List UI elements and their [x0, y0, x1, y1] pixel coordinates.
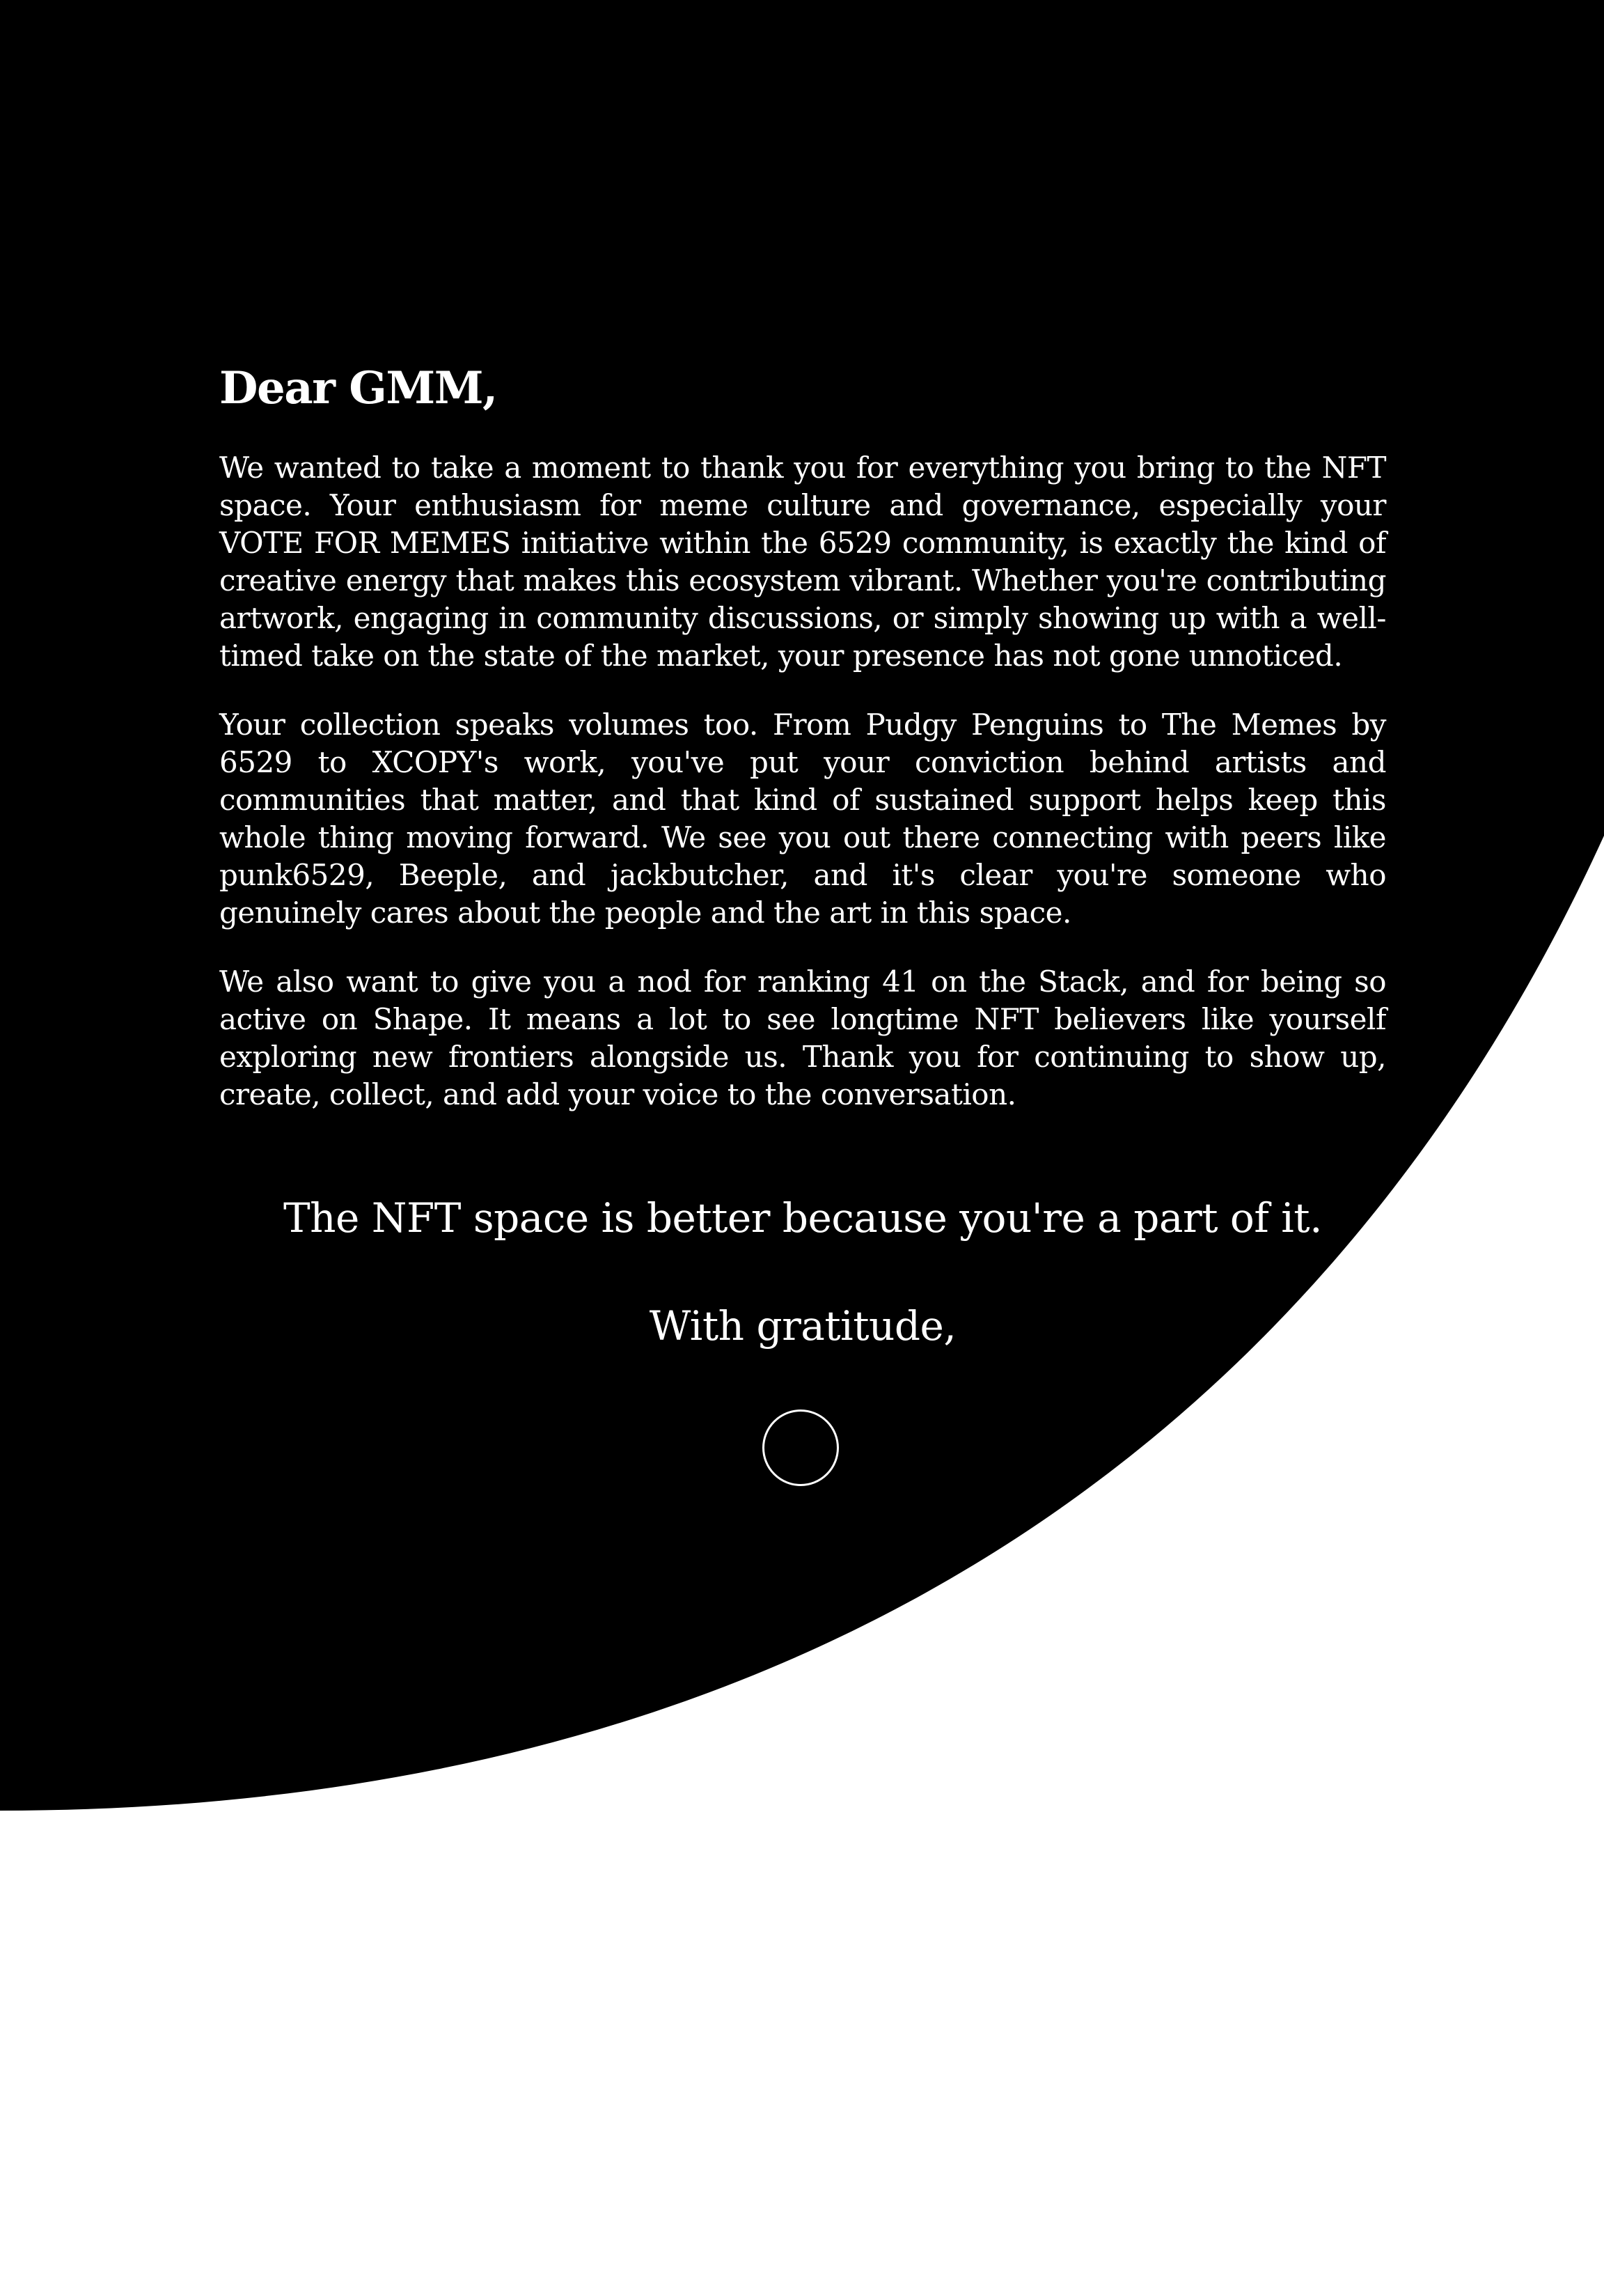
- tagline: The NFT space is better because you're a part of it.: [283, 1194, 1323, 1242]
- paragraph-3: We also want to give you a nod for ranking 41 on the Stack, and for being so active on Shape. It means a lot to see longtime NFT believers like yourself exploring new frontiers alongside us. Thank you for continuing to show up, create, collect, and add your voice to the conversation.: [219, 964, 1386, 1111]
- paragraph-2: Your collection speaks volumes too. From Pudgy Penguins to The Memes by 6529 to XCOPY's work, you've put your conviction behind artists and communities that matter, and that kind of sustained support helps keep this whole thing moving forward. We see you out there connecting with peers like punk6529, Beeple, and jackbutcher, and it's clear you're someone who genuinely cares about the people and the art in this space.: [219, 707, 1386, 930]
- letter-body: [219, 362, 1386, 1145]
- salutation: Dear GMM,: [219, 362, 497, 414]
- paragraph-1: We wanted to take a moment to thank you for everything you bring to the NFT space. Your enthusiasm for meme culture and governance, especially your VOTE FOR MEMES initiative within the 6529 community, is exactly the kind of creative energy that makes this ecosystem vibrant. Whether you're contributing artwork, engaging in community discussions, or simply showing up with a well-timed take on the state of the market, your presence has not gone unnoticed.: [219, 450, 1386, 673]
- circle-outline-icon: [762, 1409, 839, 1486]
- signoff: With gratitude,: [649, 1302, 957, 1350]
